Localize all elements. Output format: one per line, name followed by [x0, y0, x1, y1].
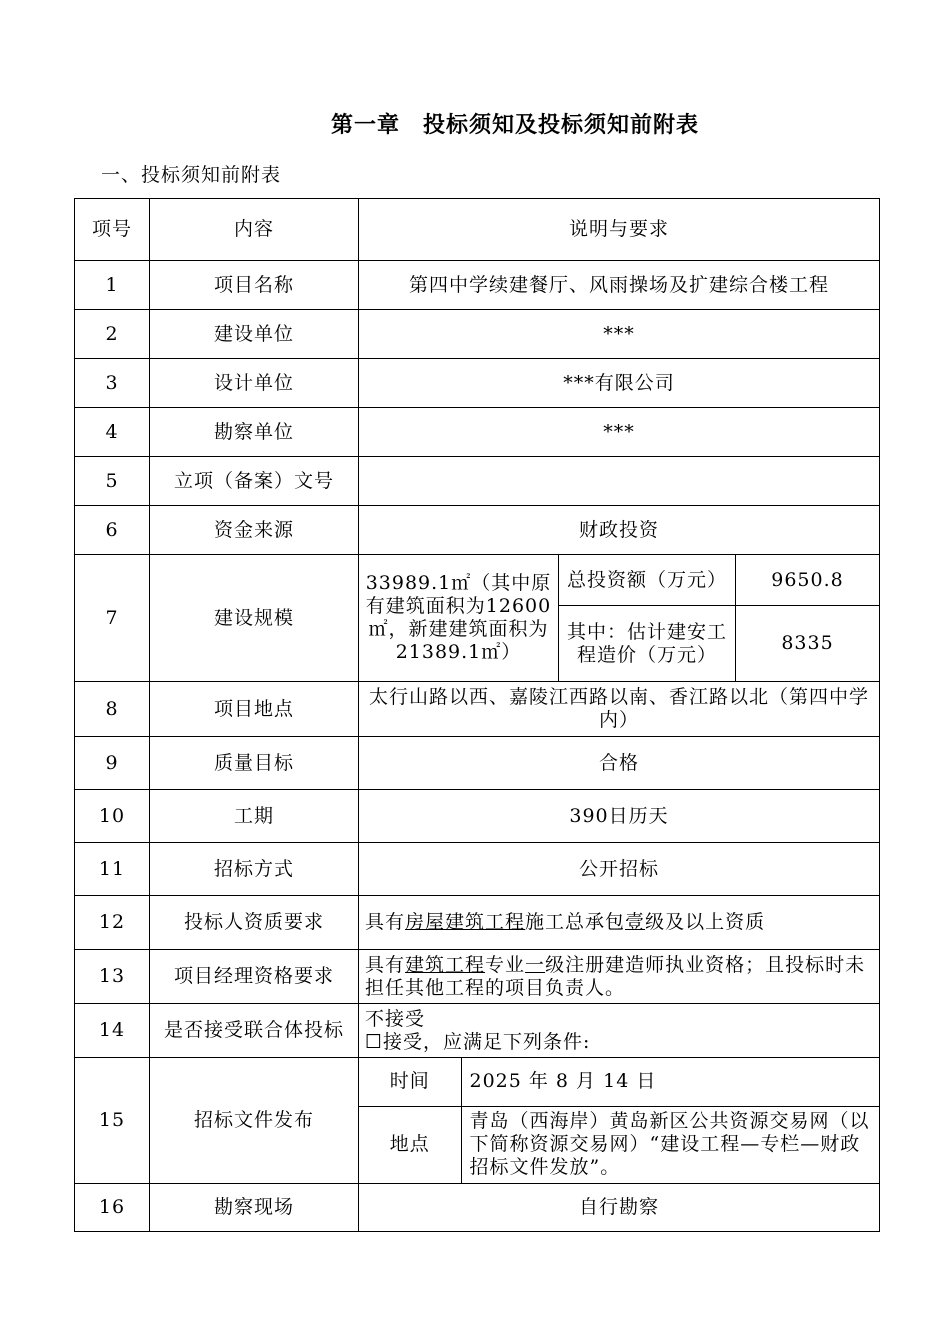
row-no: 1 [75, 261, 150, 310]
row-content: 招标文件发布 [150, 1058, 359, 1184]
row-content: 项目地点 [150, 682, 359, 737]
row-desc [359, 457, 880, 506]
desc-underlined: 房屋建筑工程 [405, 911, 526, 933]
desc-underlined: 壹 [625, 911, 646, 933]
row-desc: 合格 [359, 737, 880, 790]
option-yes-label: 接受，应满足下列条件: [383, 1030, 591, 1053]
table-row [75, 457, 880, 506]
row-desc: 公开招标 [359, 843, 880, 896]
table-header-row [75, 199, 880, 261]
row-desc: 太行山路以西、嘉陵江西路以南、香江路以北（第四中学内） [359, 682, 880, 737]
desc-part: 具有 [365, 911, 406, 933]
bid-notice-table [74, 198, 880, 1232]
row-content: 建设规模 [150, 555, 359, 682]
desc-part: 施工总承包 [525, 911, 626, 933]
release-info-table [359, 1058, 879, 1183]
row-no: 15 [75, 1058, 150, 1184]
table-row [75, 1004, 880, 1058]
table-row [75, 682, 880, 737]
desc-underlined: 建筑工程 [405, 953, 486, 976]
row-desc [359, 896, 880, 950]
row-no: 9 [75, 737, 150, 790]
desc-part: 专业 [485, 953, 526, 976]
row-no: 3 [75, 359, 150, 408]
table-row [75, 310, 880, 359]
total-investment-value: 9650.8 [736, 555, 880, 606]
row-no: 11 [75, 843, 150, 896]
row-content: 设计单位 [150, 359, 359, 408]
row-no: 6 [75, 506, 150, 555]
table-row [75, 896, 880, 950]
row-no: 14 [75, 1004, 150, 1058]
table-row [75, 843, 880, 896]
row-no: 10 [75, 790, 150, 843]
row-desc: 第四中学续建餐厅、风雨操场及扩建综合楼工程 [359, 261, 880, 310]
row-no: 13 [75, 950, 150, 1004]
table-row [75, 737, 880, 790]
row-content: 勘察单位 [150, 408, 359, 457]
table-row [75, 408, 880, 457]
row-content: 资金来源 [150, 506, 359, 555]
header-content: 内容 [150, 199, 359, 261]
table-row [75, 261, 880, 310]
scale-area: 33989.1㎡（其中原有建筑面积为12600㎡，新建建筑面积为21389.1㎡） [359, 555, 559, 682]
row-desc: 财政投资 [359, 506, 880, 555]
table-row [75, 359, 880, 408]
row-no: 16 [75, 1184, 150, 1232]
row-desc [359, 1004, 880, 1058]
row-desc [359, 1058, 880, 1184]
desc-part: 级注册建造师执业资格；且投标时未担任其他工程的项目负责人。 [365, 953, 866, 999]
row-content: 立项（备案）文号 [150, 457, 359, 506]
construction-cost-value: 8335 [736, 606, 880, 682]
table-row [75, 506, 880, 555]
row-desc: 自行勘察 [359, 1184, 880, 1232]
row-desc: *** [359, 310, 880, 359]
row-desc: *** [359, 408, 880, 457]
table-row-scale-top [75, 555, 880, 606]
row-no: 5 [75, 457, 150, 506]
checkbox-icon: ☐ [365, 1030, 384, 1053]
row-content: 是否接受联合体投标 [150, 1004, 359, 1058]
desc-part: 级及以上资质 [645, 911, 766, 933]
row-desc [359, 950, 880, 1004]
row-desc: ***有限公司 [359, 359, 880, 408]
table-row [75, 790, 880, 843]
row-content: 招标方式 [150, 843, 359, 896]
table-row [75, 1184, 880, 1232]
row-content: 项目经理资格要求 [150, 950, 359, 1004]
option-yes [365, 1031, 873, 1054]
row-content: 投标人资质要求 [150, 896, 359, 950]
header-no: 项号 [75, 199, 150, 261]
row-content: 勘察现场 [150, 1184, 359, 1232]
place-label: 地点 [359, 1106, 461, 1183]
row-desc: 390日历天 [359, 790, 880, 843]
page-title: 第一章 投标须知及投标须知前附表 [330, 112, 699, 138]
time-value: 2025 年 8 月 14 日 [461, 1058, 879, 1106]
place-value: 青岛（西海岸）黄岛新区公共资源交易网（以下简称资源交易网）“建设工程—专栏—财政招标文件发放”。 [461, 1106, 879, 1183]
row-content: 项目名称 [150, 261, 359, 310]
option-no: 不接受 [365, 1007, 426, 1030]
header-desc: 说明与要求 [359, 199, 880, 261]
section-title: 一、投标须知前附表 [101, 164, 282, 186]
desc-underlined: 一 [525, 953, 546, 976]
row-no: 12 [75, 896, 150, 950]
row-no: 4 [75, 408, 150, 457]
row-no: 8 [75, 682, 150, 737]
time-label: 时间 [359, 1058, 461, 1106]
row-content: 建设单位 [150, 310, 359, 359]
row-content: 质量目标 [150, 737, 359, 790]
table-row [75, 950, 880, 1004]
desc-part: 具有 [365, 953, 406, 976]
construction-cost-label: 其中：估计建安工程造价（万元） [559, 606, 736, 682]
row-no: 7 [75, 555, 150, 682]
row-content: 工期 [150, 790, 359, 843]
total-investment-label: 总投资额（万元） [559, 555, 736, 606]
table-row [75, 1058, 880, 1184]
row-no: 2 [75, 310, 150, 359]
